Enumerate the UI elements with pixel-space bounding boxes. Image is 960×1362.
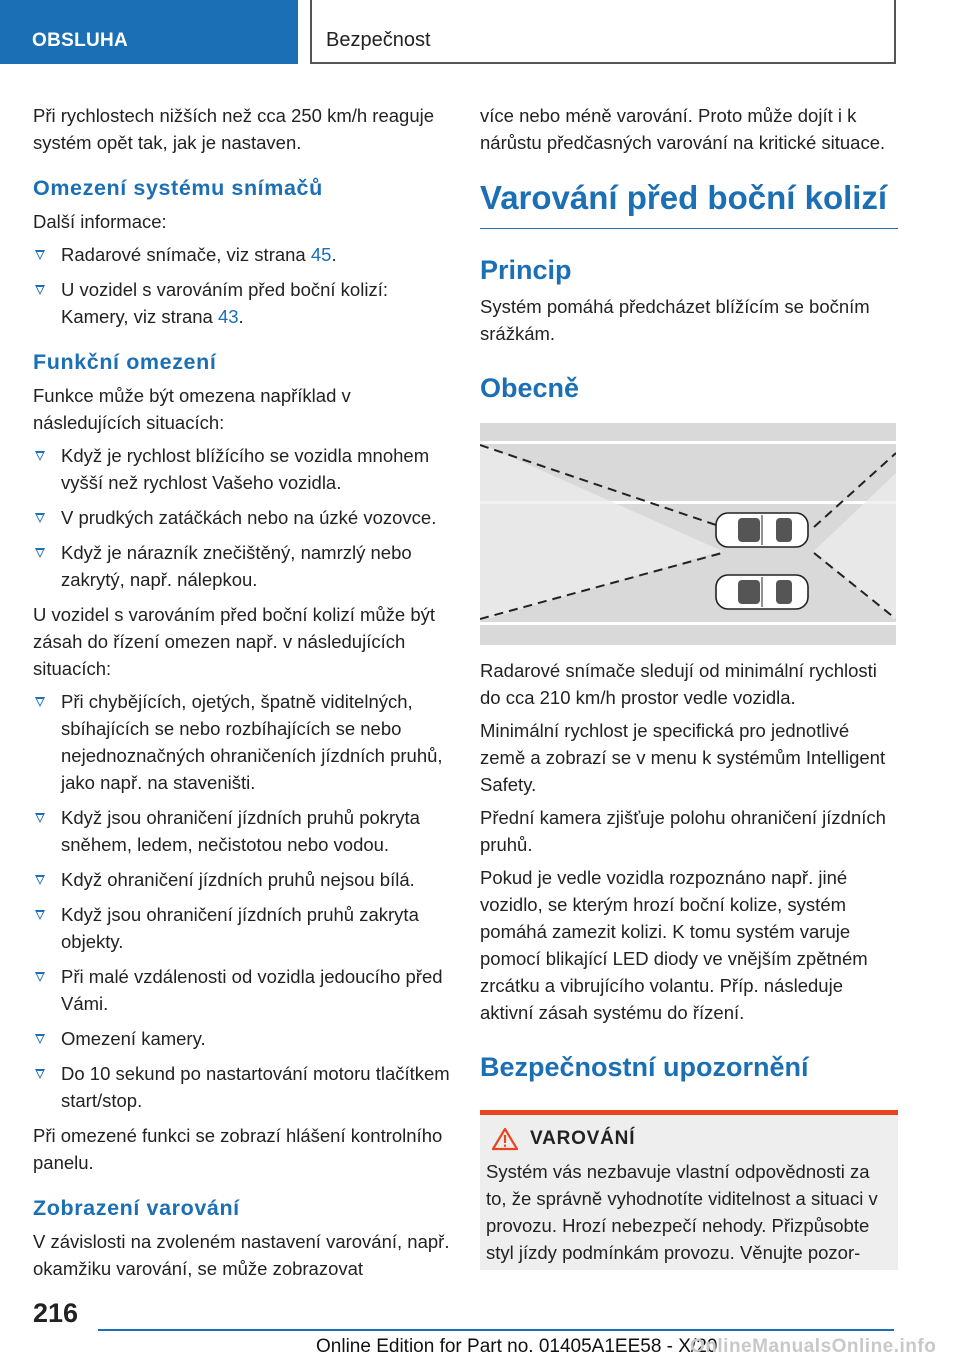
lane-edge-bottom (480, 622, 896, 625)
page-number: 216 (33, 1298, 79, 1328)
radar-text: Radarové snímače sledují od minimální rychlosti do cca 210 km/h prostor vedle vozidla. (480, 660, 877, 708)
list-item: Když jsou ohraničení jízdních pruhů pokryta sněhem, ledem, nečistotou nebo vodou. (33, 804, 451, 858)
triangle-bullet-icon (35, 875, 45, 885)
steering-intro-text: U vozidel s varováním před boční kolizí může být zásah do řízení omezen např. v následujících situacích: (33, 604, 436, 679)
section-tab (0, 0, 298, 64)
function-limits-heading: Funkční omezení (33, 350, 217, 374)
triangle-bullet-icon (35, 285, 45, 295)
warning-text: Systém vás nezbavuje vlastní odpovědnosti za to, že správně vyhodnotíte viditelnost a situaci v provozu. Hrozí nebezpečí nehody. Přizpůsobte styl jízdy podmínkám provozu. Věnujte pozor- (486, 1161, 878, 1263)
continued-text: více nebo méně varování. Proto může dojít i k nárůstu předčasných varování na kritické situace. (480, 105, 886, 153)
triangle-bullet-icon (35, 451, 45, 461)
list-item: V prudkých zatáčkách nebo na úzké vozovce. (33, 504, 451, 531)
list-item: Radarové snímače, viz strana 45. (33, 241, 451, 268)
collision-text: Pokud je vedle vozidla rozpoznáno např. jiné vozidlo, se kterým hrozí boční kolize, systém pomáhá zamezit kolizi. K tomu systém varuje pomocí blikající LED diody ve vnějším zpětném zrcátku a vibrujícího volantu. Příp. následuje aktivní zásah systému do řízení. (480, 867, 868, 1023)
warning-display-heading: Zobrazení varování (33, 1196, 240, 1220)
sensor-limits-heading: Omezení systému snímačů (33, 176, 323, 200)
triangle-bullet-icon (35, 972, 45, 982)
safety-heading: Bezpečnostní upozornění (480, 1052, 809, 1082)
list-item: Při malé vzdálenosti od vozidla jedoucího před Vámi. (33, 963, 451, 1017)
warning-title: VAROVÁNÍ (530, 1128, 636, 1149)
list-item: U vozidel s varováním před boční kolizí: Kamery, viz strana 43. (33, 276, 451, 330)
limits-intro-text: Funkce může být omezena například v následujících situacích: (33, 385, 351, 433)
triangle-bullet-icon (35, 548, 45, 558)
triangle-bullet-icon (35, 910, 45, 920)
sensor-info-text: Další informace: (33, 211, 167, 232)
page-link-43[interactable]: 43 (217, 306, 239, 327)
topic-label: Bezpečnost (326, 29, 431, 51)
general-heading: Obecně (480, 373, 580, 403)
footer-divider (98, 1329, 894, 1331)
list-item: Když jsou ohraničení jízdních pruhů zakryta objekty. (33, 901, 451, 955)
warning-display-text: V závislosti na zvoleném nastavení varování, např. okamžiku varování, se může zobrazovat (33, 1231, 450, 1279)
list-item: Když je nárazník znečištěný, namrzlý nebo zakrytý, např. nálepkou. (33, 539, 451, 593)
principle-heading: Princip (480, 255, 572, 285)
list-item: Do 10 sekund po nastartování motoru tlačítkem start/stop. (33, 1060, 451, 1114)
edition-text: Online Edition for Part no. 01405A1EE58 - X/20 (316, 1336, 718, 1357)
ego-car-icon (716, 575, 808, 609)
triangle-bullet-icon (35, 1034, 45, 1044)
warning-box (480, 1110, 898, 1270)
sensor-list (33, 241, 451, 330)
triangle-bullet-icon (35, 250, 45, 260)
steering-list (33, 688, 451, 1114)
principle-text: Systém pomáhá předcházet blížícím se bočním srážkám. (480, 296, 870, 344)
camera-text: Přední kamera zjišťuje polohu ohraničení jízdních pruhů. (480, 807, 886, 855)
topic-header (310, 0, 896, 64)
triangle-bullet-icon (35, 813, 45, 823)
right-column (480, 102, 898, 1270)
chapter-title: Varování před boční kolizí (480, 178, 898, 229)
intro-paragraph: Při rychlostech nižších než cca 250 km/h reaguje systém opět tak, jak je nastaven. (33, 105, 435, 153)
lane-edge-top (480, 441, 896, 444)
other-car-icon (716, 513, 808, 547)
reduced-function-text: Při omezené funkci se zobrazí hlášení kontrolního panelu. (33, 1125, 443, 1173)
triangle-bullet-icon (35, 1069, 45, 1079)
warning-triangle-icon (492, 1127, 518, 1151)
triangle-bullet-icon (35, 513, 45, 523)
watermark-logo: OnlineManualsOnline.info (690, 1336, 937, 1357)
list-item: Když ohraničení jízdních pruhů nejsou bílá. (33, 866, 451, 893)
left-column (33, 102, 451, 1288)
list-item: Při chybějících, ojetých, špatně viditelných, sbíhajících se nebo rozbíhajících se nebo nejednoznačných ohraničeních jízdních pruhů, jako např. na staveništi. (33, 688, 451, 796)
radar-coverage-diagram (480, 423, 896, 645)
triangle-bullet-icon (35, 697, 45, 707)
section-label: OBSLUHA (32, 30, 129, 51)
limits-list (33, 442, 451, 593)
page-link-45[interactable]: 45 (310, 244, 332, 265)
list-item: Omezení kamery. (33, 1025, 451, 1052)
min-speed-text: Minimální rychlost je specifická pro jednotlivé země a zobrazí se v menu k systémům Intelligent Safety. (480, 720, 886, 795)
list-item: Když je rychlost blížícího se vozidla mnohem vyšší než rychlost Vašeho vozidla. (33, 442, 451, 496)
